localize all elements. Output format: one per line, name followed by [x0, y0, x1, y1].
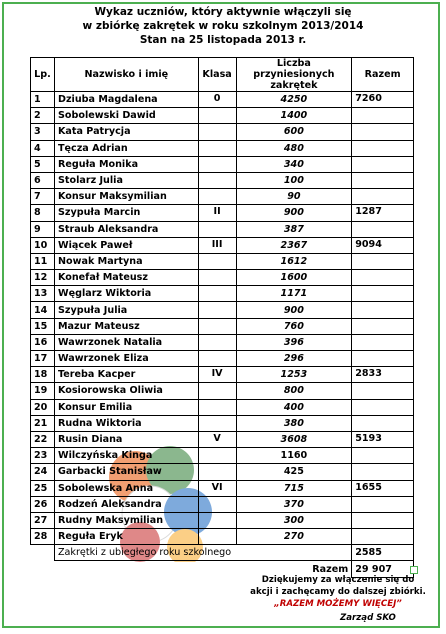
- previous-year-row: [31, 545, 414, 561]
- table-row: [31, 124, 414, 140]
- table-row: [31, 464, 414, 480]
- row-name: Kosiorowska Oliwia: [54, 383, 198, 399]
- group-total: 5193: [352, 431, 414, 447]
- table-row: [31, 270, 414, 286]
- row-quantity: 3608: [236, 431, 352, 447]
- table-row: [31, 286, 414, 302]
- row-lp: 17: [31, 351, 55, 367]
- row-quantity: 1171: [236, 286, 352, 302]
- row-quantity: 800: [236, 383, 352, 399]
- group-total: 9094: [352, 237, 414, 253]
- row-name: Wawrzonek Natalia: [54, 334, 198, 350]
- thanks-line-1: Dziękujemy za włączenie się do: [261, 575, 415, 585]
- row-quantity: 4250: [236, 92, 352, 108]
- group-class: II: [198, 205, 236, 221]
- row-name: Dziuba Magdalena: [54, 92, 198, 108]
- table-row: [31, 334, 414, 350]
- row-lp: 16: [31, 334, 55, 350]
- row-name: Wawrzonek Eliza: [54, 351, 198, 367]
- row-name: Tęcza Adrian: [54, 140, 198, 156]
- thanks-line-2: akcji i zachęcamy do dalszej zbiórki.: [250, 587, 426, 597]
- row-lp: 19: [31, 383, 55, 399]
- group-total: 7260: [352, 92, 414, 108]
- group-total: 1655: [352, 480, 414, 496]
- grand-total-value: 29 907: [352, 561, 414, 577]
- row-name: Wiącek Paweł: [54, 237, 198, 253]
- table-row: [31, 237, 414, 253]
- group-total: 1287: [352, 205, 414, 221]
- previous-year-value: 2585: [352, 545, 414, 561]
- row-lp: 27: [31, 512, 55, 528]
- row-quantity: 2367: [236, 237, 352, 253]
- table-row: [31, 302, 414, 318]
- row-lp: 9: [31, 221, 55, 237]
- row-lp: 12: [31, 270, 55, 286]
- header-lp: Lp.: [31, 58, 55, 92]
- row-name: Stolarz Julia: [54, 172, 198, 188]
- row-name: Kata Patrycja: [54, 124, 198, 140]
- row-name: Szypuła Julia: [54, 302, 198, 318]
- table-row: [31, 529, 414, 545]
- row-name: Konsur Maksymilian: [54, 189, 198, 205]
- thanks-note: [238, 574, 438, 610]
- row-lp: 25: [31, 480, 55, 496]
- row-lp: 23: [31, 448, 55, 464]
- table-row: [31, 92, 414, 108]
- table-row: [31, 448, 414, 464]
- row-quantity: 370: [236, 496, 352, 512]
- row-lp: 24: [31, 464, 55, 480]
- table-row: [31, 140, 414, 156]
- table-row: [31, 221, 414, 237]
- table-row: [31, 415, 414, 431]
- row-name: Węglarz Wiktoria: [54, 286, 198, 302]
- row-name: Konsur Emilia: [54, 399, 198, 415]
- table-row: [31, 480, 414, 496]
- row-quantity: 100: [236, 172, 352, 188]
- table-row: [31, 156, 414, 172]
- row-name: Garbacki Stanisław: [54, 464, 198, 480]
- table-row: [31, 172, 414, 188]
- table-row: [31, 108, 414, 124]
- row-name: Rudna Wiktoria: [54, 415, 198, 431]
- table-header-row: [31, 58, 414, 92]
- header-line-1: Wykaz uczniów, który aktywnie włączyli się: [94, 6, 352, 18]
- row-quantity: 387: [236, 221, 352, 237]
- group-class: V: [198, 431, 236, 447]
- table-row: [31, 318, 414, 334]
- row-quantity: 760: [236, 318, 352, 334]
- row-name: Wilczyńska Kinga: [54, 448, 198, 464]
- group-class: VI: [198, 480, 236, 496]
- row-quantity: 90: [236, 189, 352, 205]
- previous-year-label: Zakrętki z ubiegłego roku szkolnego: [54, 545, 351, 561]
- table-row: [31, 512, 414, 528]
- header-line-2: w zbiórkę zakrętek w roku szkolnym 2013/2014: [82, 20, 364, 32]
- row-lp: 7: [31, 189, 55, 205]
- row-quantity: 425: [236, 464, 352, 480]
- row-name: Reguła Eryk: [54, 529, 198, 545]
- row-lp: 6: [31, 172, 55, 188]
- row-lp: 28: [31, 529, 55, 545]
- group-class: 0: [198, 92, 236, 108]
- row-name: Rusin Diana: [54, 431, 198, 447]
- row-name: Straub Aleksandra: [54, 221, 198, 237]
- table-row: [31, 399, 414, 415]
- row-lp: 11: [31, 253, 55, 269]
- row-name: Rudny Maksymilian: [54, 512, 198, 528]
- row-quantity: 1160: [236, 448, 352, 464]
- table-row: [31, 253, 414, 269]
- header-class: Klasa: [198, 58, 236, 92]
- row-quantity: 1253: [236, 367, 352, 383]
- signature: Zarząd SKO: [340, 613, 396, 623]
- row-quantity: 396: [236, 334, 352, 350]
- row-name: Mazur Mateusz: [54, 318, 198, 334]
- row-quantity: 400: [236, 399, 352, 415]
- header-line-3: Stan na 25 listopada 2013 r.: [139, 34, 307, 46]
- row-lp: 8: [31, 205, 55, 221]
- resize-handle: [410, 566, 418, 574]
- row-lp: 26: [31, 496, 55, 512]
- row-name: Nowak Martyna: [54, 253, 198, 269]
- row-quantity: 715: [236, 480, 352, 496]
- table-row: [31, 189, 414, 205]
- row-quantity: 1612: [236, 253, 352, 269]
- grand-total-label: Razem: [312, 563, 349, 575]
- header-name: Nazwisko i imię: [54, 58, 198, 92]
- row-name: Sobolewska Anna: [54, 480, 198, 496]
- row-lp: 22: [31, 431, 55, 447]
- table-row: [31, 351, 414, 367]
- row-quantity: 270: [236, 529, 352, 545]
- row-lp: 14: [31, 302, 55, 318]
- slogan: „RAZEM MOŻEMY WIĘCEJ”: [274, 599, 402, 609]
- row-quantity: 380: [236, 415, 352, 431]
- row-name: Szypuła Marcin: [54, 205, 198, 221]
- row-lp: 15: [31, 318, 55, 334]
- row-quantity: 296: [236, 351, 352, 367]
- row-name: Rodzeń Aleksandra: [54, 496, 198, 512]
- group-class: III: [198, 237, 236, 253]
- group-total: 2833: [352, 367, 414, 383]
- document-header: [0, 5, 446, 47]
- row-lp: 5: [31, 156, 55, 172]
- row-name: Reguła Monika: [54, 156, 198, 172]
- row-quantity: 1600: [236, 270, 352, 286]
- row-quantity: 900: [236, 302, 352, 318]
- table-row: [31, 496, 414, 512]
- row-lp: 18: [31, 367, 55, 383]
- row-lp: 20: [31, 399, 55, 415]
- row-quantity: 600: [236, 124, 352, 140]
- row-quantity: 900: [236, 205, 352, 221]
- row-lp: 13: [31, 286, 55, 302]
- row-quantity: 1400: [236, 108, 352, 124]
- table-row: [31, 431, 414, 447]
- row-lp: 21: [31, 415, 55, 431]
- row-lp: 10: [31, 237, 55, 253]
- collection-table: [30, 57, 414, 578]
- table-row: [31, 205, 414, 221]
- header-quantity: Liczba przyniesionych zakrętek: [236, 58, 352, 92]
- row-quantity: 480: [236, 140, 352, 156]
- row-lp: 3: [31, 124, 55, 140]
- row-name: Tereba Kacper: [54, 367, 198, 383]
- row-lp: 2: [31, 108, 55, 124]
- row-quantity: 340: [236, 156, 352, 172]
- table-row: [31, 367, 414, 383]
- row-name: Sobolewski Dawid: [54, 108, 198, 124]
- header-total: Razem: [352, 58, 414, 92]
- row-quantity: 300: [236, 512, 352, 528]
- row-name: Konefał Mateusz: [54, 270, 198, 286]
- row-lp: 1: [31, 92, 55, 108]
- row-lp: 4: [31, 140, 55, 156]
- table-row: [31, 383, 414, 399]
- group-class: IV: [198, 367, 236, 383]
